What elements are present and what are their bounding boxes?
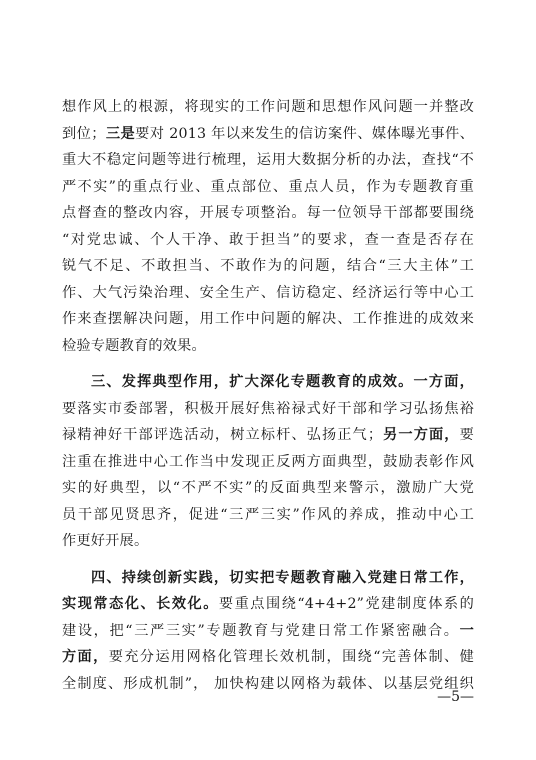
text-run: 禄精神好干部评选活动，树立标杆、弘扬正气； <box>62 427 383 443</box>
text-run: 重大不稳定问题等进行梳理，运用大数据分析的办法，查找“不 <box>62 152 474 168</box>
bold-marker: 三是 <box>105 125 136 142</box>
text-line <box>62 280 474 307</box>
text-run: 注重在推进中心工作当中发现正反两方面典型，鼓励表彰作风 <box>62 453 474 470</box>
text-line <box>62 333 474 360</box>
text-line <box>62 94 474 121</box>
text-line <box>62 565 474 592</box>
text-run: 检验专题教育的效果。 <box>62 337 206 354</box>
text-line <box>62 369 474 396</box>
text-run: 点督查的整改内容，开展专项整治。每一位领导干部都要围绕 <box>62 205 474 221</box>
text-line <box>62 502 474 529</box>
text-line <box>62 227 474 254</box>
paragraph-gap <box>62 359 474 369</box>
section-heading: 实现常态化、长效化。 <box>62 596 219 612</box>
bold-marker: 另一方面， <box>382 427 460 443</box>
bold-marker: 一 <box>459 622 474 639</box>
bold-marker: 一方面， <box>413 374 474 390</box>
text-run: 员干部见贤思齐，促进“三严三实”作风的养成，推动中心工 <box>62 506 474 523</box>
text-run: 到位； <box>62 125 106 142</box>
text-line <box>62 200 474 227</box>
text-line <box>62 591 474 618</box>
text-line <box>62 174 474 201</box>
text-line <box>62 121 474 148</box>
text-run: 作、大气污染治理、安全生产、信访稳定、经济运行等中心工 <box>62 284 474 301</box>
text-run: 实的好典型，以“不严不实”的反面典型来警示，激励广大党 <box>62 480 474 496</box>
paragraph-gap <box>62 555 474 565</box>
text-line <box>62 147 474 174</box>
bold-marker: 方面， <box>62 649 109 665</box>
text-run: 想作风上的根源，将现实的工作问题和思想作风问题一并整改 <box>62 99 474 115</box>
text-run: 要对 2013 年以来发生的信访案件、媒体曝光事件、 <box>135 125 474 142</box>
text-run: 全制度、形成机制”， 加快构建以网格为载体、以基层党组织 <box>62 675 474 692</box>
text-line <box>62 253 474 280</box>
text-line <box>62 449 474 476</box>
text-run: 作来查摆解决问题，用工作中问题的解决、工作推进的成效来 <box>62 311 474 327</box>
text-line <box>62 306 474 333</box>
text-line <box>62 644 474 671</box>
body-text <box>62 94 474 697</box>
text-run: 要重点围绕“4+4+2”党建制度体系的 <box>218 596 474 612</box>
text-line <box>62 396 474 423</box>
text-line <box>62 618 474 645</box>
text-run: 作更好开展。 <box>62 533 149 549</box>
text-run: 要充分运用网格化管理长效机制，围绕“完善体制、健 <box>108 649 474 665</box>
page-number: —5— <box>437 689 474 705</box>
text-run: 锐气不足、不敢担当、不敢作为的问题，结合“三大主体”工 <box>62 258 474 274</box>
text-line <box>62 671 474 698</box>
section-heading: 四、持续创新实践，切实把专题教育融入党建日常工作， <box>91 569 474 586</box>
text-run: 严不实”的重点行业、重点部位、重点人员，作为专题教育重 <box>62 178 474 195</box>
text-run: 建设，把“三严三实”专题教育与党建日常工作紧密融合。 <box>62 622 460 639</box>
text-run: 要 <box>459 427 474 443</box>
text-line <box>62 528 474 555</box>
text-run: 要落实市委部署，积极开展好焦裕禄式好干部和学习弘扬焦裕 <box>62 400 474 417</box>
text-run: “对党忠诚、个人干净、敢于担当”的要求，查一查是否存在 <box>62 231 474 248</box>
text-line <box>62 475 474 502</box>
section-heading: 三、发挥典型作用，扩大深化专题教育的成效。 <box>91 374 414 390</box>
text-line <box>62 422 474 449</box>
